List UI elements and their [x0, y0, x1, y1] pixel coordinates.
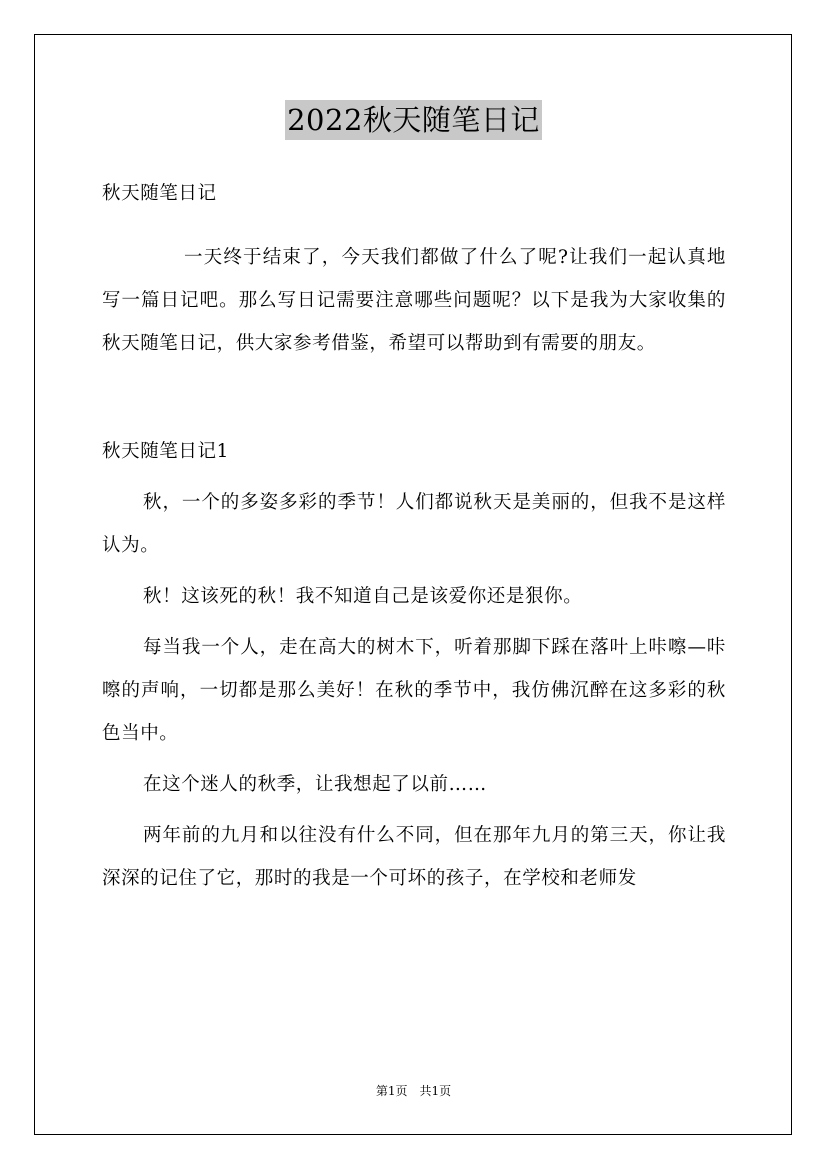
- section-spacer: [102, 365, 726, 430]
- intro-paragraph: 一天终于结束了，今天我们都做了什么了呢?让我们一起认真地写一篇日记吧。那么写日记需要注意哪些问题呢？以下是我为大家收集的秋天随笔日记，供大家参考借鉴，希望可以帮助到有需要的朋友。: [102, 247, 726, 354]
- document-body: [102, 172, 726, 900]
- page-number: 第1页 共1页: [375, 1084, 452, 1098]
- title-container: [0, 100, 827, 140]
- body-paragraph: 秋！这该死的秋！我不知道自己是该爱你还是狠你。: [143, 586, 583, 607]
- body-paragraph: 两年前的九月和以往没有什么不同，但在那年九月的第三天，你让我深深的记住了它，那时的我是一个可坏的孩子，在学校和老师发: [102, 825, 726, 889]
- page-footer: [0, 1083, 827, 1099]
- body-paragraph: 每当我一个人，走在高大的树木下，听着那脚下踩在落叶上咔嚓—咔嚓的声响，一切都是那么美好！在秋的季节中，我仿佛沉醉在这多彩的秋色当中。: [102, 637, 726, 744]
- body-paragraph: 秋，一个的多姿多彩的季节！人们都说秋天是美丽的，但我不是这样认为。: [102, 492, 726, 556]
- document-title: 2022秋天随笔日记: [285, 100, 542, 140]
- section-heading-1: 秋天随笔日记1: [102, 441, 229, 462]
- section-heading-main: 秋天随笔日记: [102, 183, 217, 204]
- body-paragraph: 在这个迷人的秋季，让我想起了以前……: [143, 774, 487, 795]
